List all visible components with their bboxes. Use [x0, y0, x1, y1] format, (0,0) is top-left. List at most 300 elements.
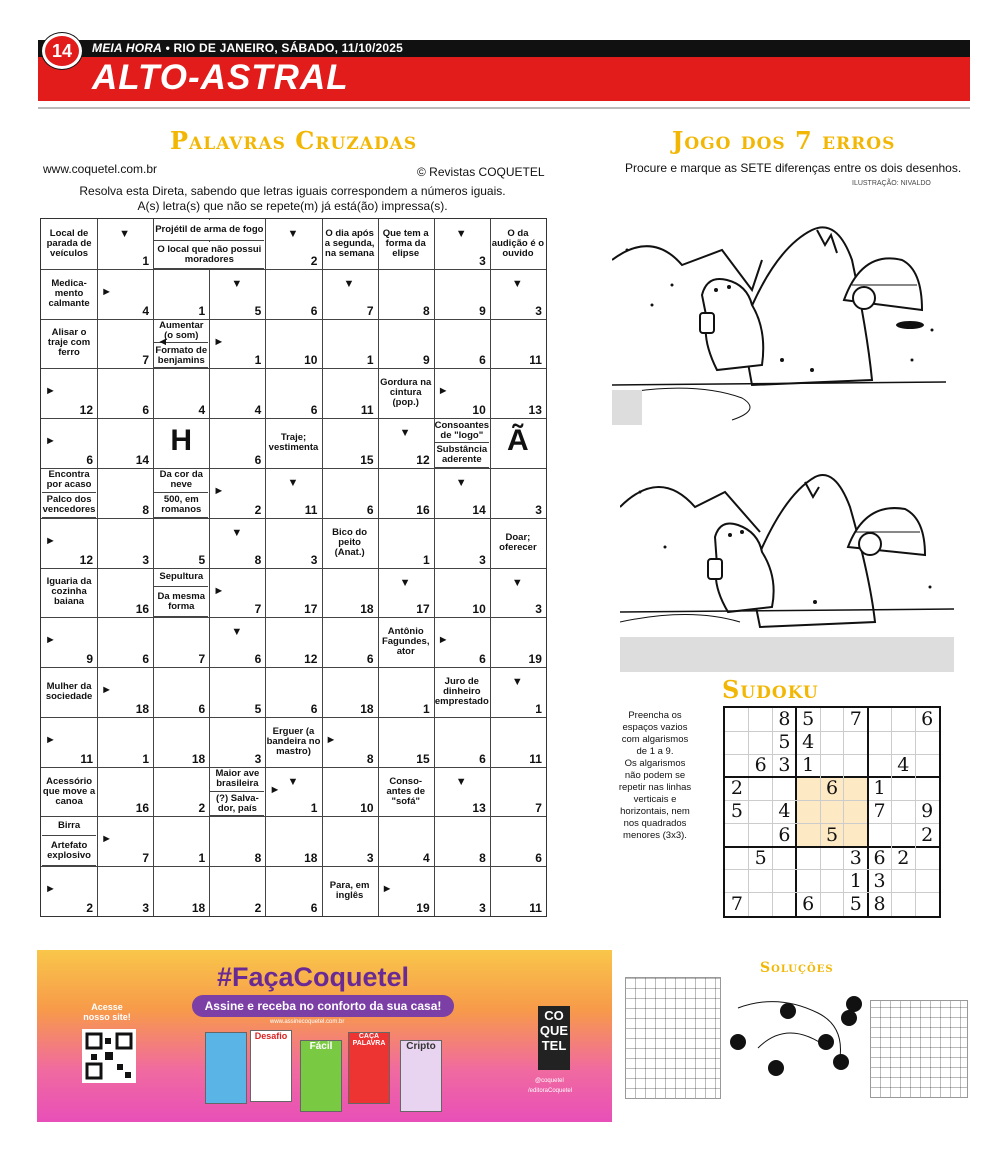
sudoku-cell[interactable]: 6	[921, 708, 934, 730]
sudoku-cell[interactable]	[796, 824, 820, 847]
section-title: ALTO-ASTRAL	[92, 58, 349, 97]
illustration-credit: ILUSTRAÇÃO: NIVALDO	[852, 180, 931, 187]
sudoku-cell[interactable]: 7	[873, 800, 886, 823]
cell-number[interactable]: 13	[472, 801, 486, 816]
grid-line	[41, 767, 546, 768]
crossword-instructions-2: A(s) letra(s) que não se repete(m) já está(ão) impressa(s).	[137, 199, 448, 213]
direction-arrow-icon: ◄	[157, 335, 169, 348]
direction-arrow-icon: ▼	[287, 228, 299, 240]
sudoku-cell[interactable]: 6	[802, 892, 815, 915]
dateline-text: • RIO DE JANEIRO, SÁBADO, 11/10/2025	[162, 41, 404, 55]
sudoku-cell[interactable]	[820, 731, 844, 754]
sudoku-cell[interactable]	[915, 893, 939, 916]
cell-number[interactable]: 3	[310, 552, 318, 567]
cell-number[interactable]: 18	[135, 701, 150, 716]
sudoku-cell[interactable]: 4	[802, 731, 815, 754]
clue-cell	[491, 519, 545, 567]
cell-number[interactable]: 11	[360, 403, 374, 418]
magazine-cover-caca-palavra: CAÇA PALAVRA	[348, 1032, 390, 1104]
direction-arrow-icon: ►	[325, 733, 337, 746]
cell-number[interactable]: 6	[310, 701, 318, 716]
direction-arrow-icon: ▼	[119, 228, 130, 240]
direction-arrow-icon: ►	[381, 883, 393, 896]
cell-number[interactable]: 3	[142, 901, 150, 915]
cell-number[interactable]: 1	[254, 353, 262, 368]
clue-cell	[154, 588, 208, 616]
cell-number[interactable]: 4	[422, 851, 430, 866]
cell-number[interactable]: 3	[254, 751, 262, 766]
sudoku-cell[interactable]	[796, 870, 820, 893]
cell-number[interactable]: 10	[472, 602, 486, 617]
publication-name: MEIA HORA	[92, 41, 163, 55]
cell-number[interactable]: 18	[191, 901, 206, 915]
grid-line	[41, 617, 546, 618]
cell-number[interactable]: 11	[529, 751, 542, 766]
cell-number[interactable]: 12	[416, 452, 430, 467]
sudoku-cell[interactable]: 7	[730, 892, 743, 915]
clue-cell	[42, 320, 96, 368]
cell-number[interactable]: 2	[310, 253, 318, 268]
cell-number[interactable]: 6	[479, 751, 486, 766]
cell-number[interactable]: 19	[416, 901, 430, 915]
sudoku-cell[interactable]	[868, 708, 892, 731]
sudoku-cell[interactable]	[820, 847, 844, 870]
instruction-line: de 1 a 9.	[636, 746, 674, 757]
sudoku-cell[interactable]: 6	[754, 754, 767, 777]
sudoku-cell[interactable]	[868, 731, 892, 754]
clue-cell	[266, 419, 320, 467]
cell-number[interactable]: 11	[304, 502, 318, 517]
cell-number[interactable]: 3	[535, 502, 542, 517]
grid-line	[41, 368, 546, 369]
sudoku-cell[interactable]	[844, 824, 868, 847]
cell-number[interactable]: 6	[254, 652, 262, 667]
sudoku-cell[interactable]: 2	[921, 823, 934, 846]
cell-number[interactable]: 17	[304, 602, 318, 617]
cell-number[interactable]: 4	[254, 403, 262, 418]
sudoku-cell[interactable]	[749, 777, 773, 800]
clue-text: Mulher da sociedade	[45, 680, 93, 702]
sudoku-grid[interactable]	[723, 706, 941, 918]
cell-number[interactable]: 12	[79, 403, 93, 418]
cell-number[interactable]: 6	[310, 303, 318, 318]
cell-number[interactable]: 11	[80, 751, 93, 766]
grid-line	[41, 319, 546, 320]
cell-number[interactable]: 6	[254, 452, 262, 467]
instruction-line: não podem se	[624, 770, 686, 781]
direction-arrow-icon: ▼	[511, 277, 523, 290]
cell-number[interactable]: 6	[366, 652, 374, 667]
clue-cell	[435, 419, 489, 442]
sudoku-cell[interactable]: 5	[754, 846, 767, 869]
cell-number[interactable]: 12	[304, 652, 318, 667]
sudoku-title: Sudoku	[722, 675, 819, 704]
sudoku-instructions	[612, 710, 698, 842]
cell-number[interactable]: 7	[142, 851, 150, 866]
given-letter: H	[170, 424, 193, 458]
clue-cell	[42, 469, 96, 492]
sudoku-cell[interactable]	[915, 731, 939, 754]
cell-number[interactable]: 3	[535, 602, 542, 617]
cell-number[interactable]: 7	[254, 602, 262, 617]
sudoku-cell[interactable]	[796, 847, 820, 870]
cell-number[interactable]: 18	[360, 602, 374, 617]
sudoku-cell[interactable]	[820, 870, 844, 893]
sudoku-cell[interactable]: 3	[849, 846, 862, 869]
cell-number[interactable]: 15	[360, 452, 374, 467]
grid-line	[41, 269, 546, 270]
sudoku-cell[interactable]	[749, 800, 773, 823]
clue-cell	[491, 220, 545, 268]
clue-text: Gordura na cintura (pop.)	[380, 377, 432, 409]
sudoku-cell[interactable]	[773, 847, 797, 870]
direction-arrow-icon: ▼	[287, 775, 299, 788]
clue-cell	[323, 519, 377, 567]
qr-code-icon[interactable]	[82, 1029, 136, 1083]
cell-number[interactable]: 3	[479, 901, 486, 915]
sudoku-cell[interactable]	[773, 893, 797, 916]
cell-number[interactable]: 12	[79, 552, 93, 567]
cell-number[interactable]: 14	[135, 452, 150, 467]
direction-arrow-icon: ►	[45, 385, 56, 398]
header-divider	[38, 107, 970, 109]
cell-number[interactable]: 1	[142, 751, 150, 766]
sudoku-cell[interactable]	[749, 870, 773, 893]
clue-cell	[379, 768, 433, 816]
sudoku-cell[interactable]: 4	[778, 800, 791, 823]
clue-text: Alisar o traje com ferro	[47, 327, 91, 359]
sudoku-cell[interactable]	[891, 708, 915, 731]
clue-text: Sepultura	[159, 571, 204, 583]
sudoku-cell[interactable]: 2	[897, 846, 910, 869]
clue-text: Para, em inglês	[329, 880, 370, 902]
sudoku-cell[interactable]	[891, 731, 915, 754]
cell-number[interactable]: 9	[479, 303, 486, 318]
sudoku-cell[interactable]	[820, 708, 844, 731]
sudoku-cell[interactable]	[820, 893, 844, 916]
crossword-site: www.coquetel.com.br	[43, 162, 158, 176]
sudoku-cell[interactable]	[915, 870, 939, 893]
cell-number[interactable]: 6	[479, 652, 486, 667]
clue-text: Da mesma forma	[157, 591, 206, 613]
banner-social-1[interactable]: @coquetel	[535, 1078, 564, 1084]
cell-number[interactable]: 6	[310, 901, 318, 915]
clue-text: O da audição é o ouvido	[491, 227, 545, 259]
cell-number[interactable]: 5	[254, 303, 262, 318]
cell-number[interactable]: 6	[479, 353, 486, 368]
grid-line	[41, 816, 546, 817]
instruction-line: verticais e	[633, 794, 677, 805]
clue-cell	[42, 220, 96, 268]
cell-number[interactable]: 16	[135, 602, 150, 617]
cell-number[interactable]: 1	[422, 701, 430, 716]
sudoku-solution-thumbnail	[870, 1000, 968, 1098]
cell-number[interactable]: 1	[422, 552, 430, 567]
clue-text: Antônio Fagundes, ator	[381, 626, 430, 658]
sudoku-cell[interactable]	[844, 754, 868, 777]
direction-arrow-icon: ►	[213, 584, 225, 597]
instruction-line: Preencha os	[628, 710, 682, 721]
sudoku-cell[interactable]	[844, 731, 868, 754]
drawing-modified[interactable]	[620, 437, 954, 672]
cell-number[interactable]: 18	[304, 851, 318, 866]
drawing-original[interactable]	[612, 190, 946, 425]
sudoku-cell[interactable]	[820, 800, 844, 823]
clue-cell	[42, 768, 96, 816]
sudoku-cell[interactable]: 6	[873, 846, 886, 869]
cell-number[interactable]: 1	[310, 801, 318, 816]
clue-cell	[154, 220, 264, 240]
cell-number[interactable]: 10	[304, 353, 318, 368]
cell-number[interactable]: 8	[142, 502, 150, 517]
sudoku-cell[interactable]	[749, 893, 773, 916]
clue-cell	[154, 494, 208, 517]
instruction-line: nos quadrados	[623, 818, 687, 829]
sudoku-cell[interactable]: 5	[825, 823, 839, 846]
clue-text: Aumentar (o som)	[159, 320, 204, 341]
cell-number[interactable]: 6	[535, 851, 542, 866]
clue-text: Substância aderente	[436, 444, 488, 466]
sudoku-cell[interactable]: 9	[921, 800, 934, 823]
sudoku-cell[interactable]: 5	[849, 892, 862, 915]
cell-number[interactable]: 16	[135, 801, 150, 816]
instruction-line: menores (3x3).	[623, 830, 687, 841]
cell-number[interactable]: 6	[86, 452, 93, 467]
cell-number[interactable]: 10	[472, 403, 486, 418]
cell-number[interactable]: 9	[86, 652, 93, 667]
sudoku-cell[interactable]	[844, 800, 868, 823]
cell-number[interactable]: 6	[366, 502, 374, 517]
cell-number[interactable]: 1	[366, 353, 374, 368]
sudoku-cell[interactable]: 1	[849, 869, 862, 892]
crossword-grid[interactable]	[40, 218, 547, 917]
cell-number[interactable]: 16	[416, 502, 430, 517]
instruction-line: Os algarismos	[624, 758, 686, 769]
crossword-copyright: © Revistas COQUETEL	[417, 165, 545, 179]
direction-arrow-icon: ►	[45, 883, 56, 896]
cell-number[interactable]: 15	[416, 751, 430, 766]
clue-text: Erguer (a bandeira no mastro)	[266, 725, 321, 757]
clue-cell	[42, 270, 96, 318]
sudoku-cell[interactable]: 7	[849, 708, 862, 730]
clue-cell	[210, 793, 264, 816]
cell-number[interactable]: 7	[198, 652, 206, 667]
cell-number[interactable]: 3	[535, 303, 542, 318]
sudoku-cell[interactable]	[796, 777, 820, 800]
sudoku-cell[interactable]: 6	[778, 823, 791, 846]
clue-cell	[42, 569, 96, 617]
cell-number[interactable]: 3	[479, 253, 486, 268]
cell-number[interactable]: 7	[366, 303, 374, 318]
clue-text: Da cor da neve	[159, 469, 203, 491]
cell-number[interactable]: 1	[198, 303, 206, 318]
grid-line	[41, 468, 546, 469]
clue-text: Medica-mento calmante	[48, 277, 90, 309]
cell-number[interactable]: 8	[254, 851, 262, 866]
cell-number[interactable]: 5	[254, 701, 262, 716]
cell-number[interactable]: 2	[254, 502, 262, 517]
clue-text: Que tem a forma da elipse	[382, 227, 429, 259]
error-marker	[780, 1003, 796, 1019]
cell-number[interactable]: 10	[360, 801, 374, 816]
cell-number[interactable]: 7	[535, 801, 542, 816]
sudoku-cell[interactable]: 3	[778, 754, 791, 777]
sudoku-cell[interactable]	[915, 777, 939, 800]
seven-errors-title: Jogo dos 7 erros	[672, 126, 896, 155]
direction-arrow-icon: ▼	[343, 277, 355, 290]
sudoku-cell[interactable]: 1	[802, 754, 815, 777]
direction-arrow-icon: ►	[45, 733, 56, 746]
cell-number[interactable]: 6	[310, 403, 318, 418]
sudoku-cell[interactable]	[725, 754, 749, 777]
magazine-cover-facil: Fácil	[300, 1040, 342, 1112]
sudoku-cell[interactable]	[891, 893, 915, 916]
sudoku-cell[interactable]: 3	[873, 869, 886, 892]
clue-cell	[42, 668, 96, 716]
clue-text: Acessório que move a canoa	[42, 775, 96, 807]
sudoku-cell[interactable]	[725, 870, 749, 893]
sudoku-cell[interactable]: 5	[730, 800, 743, 823]
cell-number[interactable]: 6	[142, 652, 150, 667]
banner-cta: Acesse nosso site!	[83, 1002, 131, 1022]
sudoku-cell[interactable]	[891, 800, 915, 823]
direction-arrow-icon: ►	[45, 534, 56, 547]
sudoku-cell[interactable]	[868, 824, 892, 847]
clue-text: Palco dos vencedores	[42, 494, 96, 516]
cell-number[interactable]: 18	[191, 751, 206, 766]
cell-number[interactable]: 1	[142, 253, 150, 268]
sudoku-cell[interactable]	[891, 777, 915, 800]
sudoku-cell[interactable]	[725, 847, 749, 870]
sudoku-cell[interactable]	[725, 824, 749, 847]
sudoku-cell[interactable]: 1	[873, 777, 886, 800]
cell-number[interactable]: 4	[198, 403, 206, 418]
direction-arrow-icon: ►	[45, 634, 56, 647]
polar-bear-igloo-drawing-1	[612, 190, 946, 425]
sudoku-cell[interactable]	[915, 847, 939, 870]
sudoku-cell[interactable]: 6	[825, 777, 839, 800]
clue-text: Maior ave brasileira	[215, 768, 260, 790]
page-number-badge: 14	[42, 33, 82, 69]
cell-number[interactable]: 18	[360, 701, 374, 716]
sudoku-cell[interactable]: 8	[873, 892, 886, 915]
sudoku-cell[interactable]: 4	[897, 754, 910, 777]
sudoku-cell[interactable]	[891, 824, 915, 847]
clue-text: 500, em romanos	[161, 494, 202, 516]
cell-number[interactable]: 4	[142, 303, 150, 318]
cell-number[interactable]: 5	[198, 552, 206, 567]
clue-cell	[42, 837, 96, 865]
clue-text: Encontra por acaso	[46, 469, 92, 491]
cell-number[interactable]: 11	[529, 901, 542, 915]
sudoku-cell[interactable]	[725, 731, 749, 754]
cell-number[interactable]: 2	[198, 801, 206, 816]
cell-number[interactable]: 8	[366, 751, 374, 766]
clue-text: Artefato explosivo	[47, 840, 91, 862]
clue-text: (?) Salva-dor, país	[216, 792, 259, 814]
sudoku-cell[interactable]: 5	[802, 708, 815, 730]
sudoku-cell[interactable]	[725, 708, 749, 731]
clue-cell	[435, 668, 489, 716]
cell-number[interactable]: 11	[529, 353, 542, 368]
polar-bear-igloo-drawing-2	[620, 437, 954, 672]
sudoku-cell[interactable]	[891, 870, 915, 893]
cell-number[interactable]: 8	[254, 552, 262, 567]
cell-number[interactable]: 3	[479, 552, 486, 567]
cell-number[interactable]: 1	[535, 701, 542, 716]
sudoku-cell[interactable]	[749, 708, 773, 731]
cell-number[interactable]: 7	[142, 353, 150, 368]
cell-number[interactable]: 3	[142, 552, 150, 567]
grid-line	[41, 518, 546, 519]
sudoku-cell[interactable]: 5	[778, 731, 791, 754]
cell-number[interactable]: 8	[479, 851, 486, 866]
direction-arrow-icon: ▼	[231, 277, 243, 290]
sudoku-cell[interactable]	[844, 777, 868, 800]
cell-number[interactable]: 9	[422, 353, 430, 368]
cell-number[interactable]: 17	[416, 602, 430, 617]
sudoku-cell[interactable]	[820, 754, 844, 777]
crossword-solution-thumbnail	[625, 977, 721, 1099]
coquetel-logo: CO QUE TEL	[538, 1006, 570, 1070]
direction-arrow-icon: ►	[101, 684, 112, 697]
clue-text: Traje; vestimenta	[268, 432, 319, 454]
magazine-cover-1	[205, 1032, 247, 1104]
direction-arrow-icon: ►	[213, 484, 225, 497]
error-marker	[841, 1010, 857, 1026]
clue-cell	[42, 817, 96, 835]
sudoku-cell[interactable]	[749, 731, 773, 754]
sudoku-cell[interactable]	[915, 754, 939, 777]
sudoku-cell[interactable]: 2	[730, 777, 743, 800]
clue-cell	[379, 220, 433, 268]
cell-number[interactable]: 14	[472, 502, 486, 517]
direction-arrow-icon: ▼	[455, 476, 467, 489]
clue-text: Projétil de arma de fogo	[155, 224, 264, 236]
clue-text: Bico do peito (Anat.)	[332, 526, 368, 558]
sudoku-cell[interactable]	[749, 824, 773, 847]
direction-arrow-icon: ▼	[399, 427, 411, 440]
sudoku-cell[interactable]	[796, 800, 820, 823]
banner-subtitle: Assine e receba no conforto da sua casa!	[192, 995, 454, 1017]
clue-cell	[210, 768, 264, 791]
sudoku-cell[interactable]	[868, 754, 892, 777]
sudoku-cell[interactable]: 8	[778, 708, 791, 730]
cell-number[interactable]: 6	[198, 701, 206, 716]
clue-cell	[154, 569, 208, 587]
cell-number[interactable]: 2	[86, 901, 93, 915]
direction-arrow-icon: ▼	[231, 626, 243, 639]
direction-arrow-icon: ►	[437, 385, 449, 398]
direction-arrow-icon: ▼	[231, 526, 243, 539]
cell-number[interactable]: 3	[366, 851, 374, 866]
sudoku-cell[interactable]	[773, 870, 797, 893]
cell-number[interactable]: 2	[254, 901, 262, 915]
cell-number[interactable]: 19	[528, 652, 542, 667]
banner-social-2[interactable]: /editoraCoquetel	[528, 1088, 573, 1094]
cell-number[interactable]: 1	[198, 851, 206, 866]
cell-number[interactable]: 6	[142, 403, 150, 418]
clue-text: Consoantes de "logo"	[434, 419, 490, 441]
direction-arrow-icon: ►	[45, 435, 56, 448]
instruction-line: repetir nas linhas	[618, 782, 692, 793]
sudoku-cell[interactable]	[773, 777, 797, 800]
cell-number[interactable]: 13	[528, 403, 542, 418]
header-dateline	[92, 41, 403, 55]
given-letter: Ã	[507, 424, 529, 458]
cell-number[interactable]: 8	[422, 303, 430, 318]
banner-url[interactable]: www.assinecoquetel.com.br	[270, 1019, 345, 1025]
